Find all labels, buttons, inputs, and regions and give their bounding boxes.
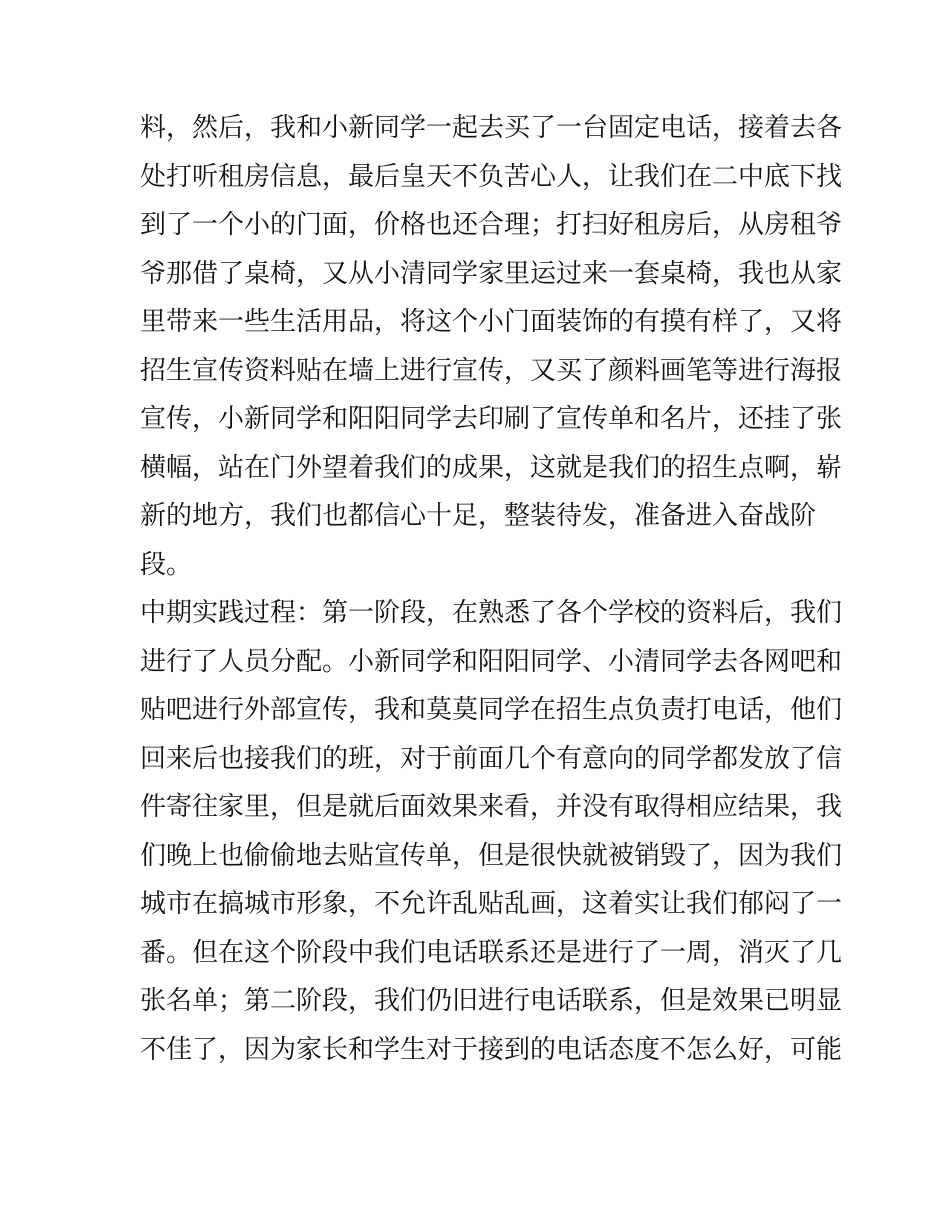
text-line: 番。但在这个阶段中我们电话联系还是进行了一周，消灭了几 <box>140 937 843 968</box>
body-text <box>140 104 843 1074</box>
text-line: 爷那借了桌椅，又从小清同学家里运过来一套桌椅，我也从家 <box>140 258 843 289</box>
text-line: 段。 <box>140 549 193 580</box>
text-line: 横幅，站在门外望着我们的成果，这就是我们的招生点啊，崭 <box>140 452 843 483</box>
text-line: 到了一个小的门面，价格也还合理；打扫好租房后，从房租爷 <box>140 210 843 240</box>
text-line: 城市在搞城市形象，不允许乱贴乱画，这着实让我们郁闷了一 <box>140 889 843 919</box>
text-line: 宣传，小新同学和阳阳同学去印刷了宣传单和名片，还挂了张 <box>140 404 843 434</box>
text-line: 新的地方，我们也都信心十足，整装待发，准备进入奋战阶 <box>140 501 817 531</box>
text-line: 不佳了，因为家长和学生对于接到的电话态度不怎么好，可能 <box>140 1034 843 1065</box>
text-line: 处打听租房信息，最后皇天不负苦心人，让我们在二中底下找 <box>140 161 843 192</box>
text-line: 中期实践过程：第一阶段，在熟悉了各个学校的资料后，我们 <box>140 598 843 628</box>
text-line: 料，然后，我和小新同学一起去买了一台固定电话，接着去各 <box>140 113 843 143</box>
text-line: 回来后也接我们的班，对于前面几个有意向的同学都发放了信 <box>140 743 843 774</box>
text-line: 招生宣传资料贴在墙上进行宣传，又买了颜料画笔等进行海报 <box>140 355 843 386</box>
text-line: 件寄往家里，但是就后面效果来看，并没有取得相应结果，我 <box>140 792 843 822</box>
text-line: 进行了人员分配。小新同学和阳阳同学、小清同学去各网吧和 <box>140 646 843 677</box>
text-line: 里带来一些生活用品，将这个小门面装饰的有摸有样了，又将 <box>140 307 843 337</box>
text-line: 贴吧进行外部宣传，我和莫莫同学在招生点负责打电话，他们 <box>140 695 843 725</box>
text-line: 张名单；第二阶段，我们仍旧进行电话联系，但是效果已明显 <box>140 986 843 1016</box>
text-line: 们晚上也偷偷地去贴宣传单，但是很快就被销毁了，因为我们 <box>140 840 843 871</box>
